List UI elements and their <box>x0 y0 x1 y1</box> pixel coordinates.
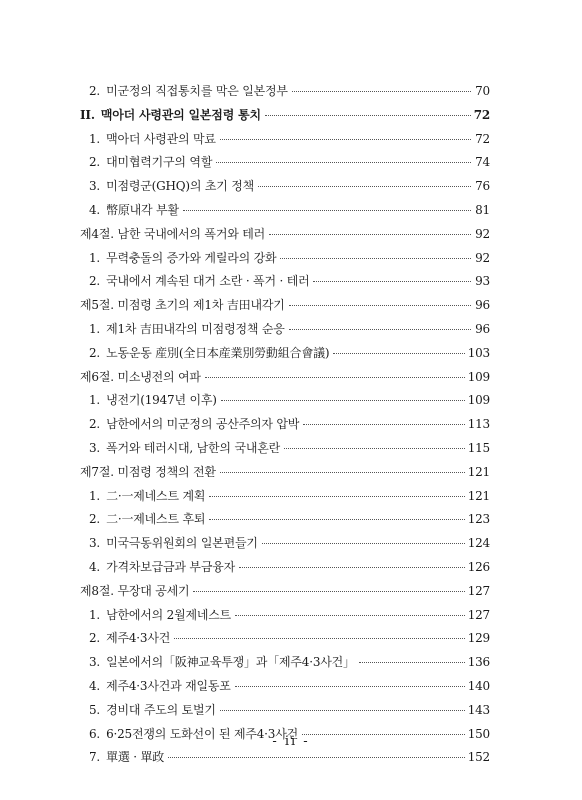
toc-entry-title: 폭거와 테러시대, 남한의 국내혼란 <box>106 440 281 455</box>
dot-leader <box>292 91 471 92</box>
dot-leader <box>221 400 465 401</box>
toc-entry-title: 제7절. 미점령 정책의 전환 <box>80 464 216 479</box>
toc-entry-number: 4. <box>89 202 101 217</box>
toc-item-row <box>80 391 490 415</box>
toc-page-number: 129 <box>467 631 490 646</box>
toc-entry-number: 2. <box>89 417 101 432</box>
toc-entry-title: 남한에서의 미군정의 공산주의자 압박 <box>106 417 300 432</box>
dot-leader <box>269 234 471 235</box>
toc-page-number: 93 <box>475 274 490 289</box>
toc-entry-number: 5. <box>89 702 101 717</box>
dot-leader <box>174 638 465 639</box>
toc-entry-title: 국내에서 계속된 대거 소란 · 폭거 · 테러 <box>106 274 310 289</box>
dot-leader <box>289 305 471 306</box>
toc-entry-title: 제1차 吉田내각의 미점령정책 순응 <box>106 321 285 336</box>
toc-page-number: 70 <box>475 84 490 98</box>
toc-entry-title: 제5절. 미점령 초기의 제1차 吉田내각기 <box>80 298 285 313</box>
toc-item-row <box>80 748 490 772</box>
toc-item-row <box>80 558 490 582</box>
toc-item-row <box>80 177 490 201</box>
toc-page-number: 109 <box>467 393 490 408</box>
dot-leader <box>183 210 471 211</box>
toc-page-number: 136 <box>467 655 490 670</box>
toc-entry-title: 幣原내각 부활 <box>106 202 179 217</box>
toc-page-number: 72 <box>475 131 490 146</box>
dot-leader <box>359 662 465 663</box>
toc-entry-number: 2. <box>89 274 101 289</box>
dot-leader <box>235 686 465 687</box>
toc-page-number: 103 <box>467 345 490 360</box>
toc-page-number: 96 <box>475 321 490 336</box>
toc-entry-number: 4. <box>89 559 101 574</box>
toc-item-row <box>80 534 490 558</box>
toc-page-number: 76 <box>475 179 490 194</box>
dot-leader <box>209 496 464 497</box>
toc-chapter-row <box>80 463 490 487</box>
toc-entry-title: 제4절. 남한 국내에서의 폭거와 테러 <box>80 226 265 241</box>
dot-leader <box>239 567 465 568</box>
toc-entry-title: 單選 · 單政 <box>106 750 165 765</box>
toc-item-row <box>80 653 490 677</box>
toc-item-row <box>80 320 490 344</box>
toc-entry-number: 3. <box>89 179 101 194</box>
toc-entry-title: 일본에서의「阪神교육투쟁」과「제주4·3사건」 <box>106 655 355 670</box>
toc-entry-number: 2. <box>89 155 101 170</box>
toc-entry-title: 6·25전쟁의 도화선이 된 제주4·3사건 <box>106 726 299 741</box>
toc-item-row <box>80 130 490 154</box>
toc-item-row <box>80 153 490 177</box>
toc-entry-title: 미국극동위원회의 일본편들기 <box>106 536 258 551</box>
toc-item-row <box>80 701 490 725</box>
toc-page-number: 92 <box>475 250 490 265</box>
dot-leader <box>262 543 465 544</box>
page-number-footer: - ii - <box>272 734 310 749</box>
toc-entry-title: 제주4·3사건과 재일동포 <box>106 678 231 693</box>
toc-chapter-row <box>80 582 490 606</box>
toc-entry-number: 1. <box>89 393 101 408</box>
toc-page-number: 152 <box>467 750 490 765</box>
toc-item-row <box>80 201 490 225</box>
toc-entry-number: 1. <box>89 321 101 336</box>
toc-item-row <box>80 677 490 701</box>
dot-leader <box>284 448 465 449</box>
toc-page-number: 74 <box>475 155 490 170</box>
toc-chapter-row <box>80 296 490 320</box>
toc-entry-title: 미군정의 직접통치를 막은 일본정부 <box>106 84 288 98</box>
dot-leader <box>220 139 471 140</box>
toc-entry-number: 2. <box>89 631 101 646</box>
toc-section-row <box>80 106 490 130</box>
toc-page-number: 150 <box>467 726 490 741</box>
toc-item-row <box>80 272 490 296</box>
dot-leader <box>280 258 471 259</box>
dot-leader <box>258 186 471 187</box>
dot-leader <box>235 615 465 616</box>
toc-entry-title: 맥아더 사령관의 막료 <box>106 131 216 146</box>
toc-entry-number: 6. <box>89 726 101 741</box>
toc-entry-number: 1. <box>89 250 101 265</box>
toc-page-number: 96 <box>475 298 490 313</box>
toc-entry-title: 제주4·3사건 <box>106 631 171 646</box>
toc-page-number: 121 <box>467 488 490 503</box>
toc-page-number: 109 <box>467 369 490 384</box>
table-of-contents <box>80 82 490 772</box>
toc-item-row <box>80 249 490 273</box>
toc-page-number: 115 <box>467 440 490 455</box>
dot-leader <box>220 472 465 473</box>
toc-entry-number: 1. <box>89 131 101 146</box>
toc-item-row <box>80 439 490 463</box>
toc-entry-number: 3. <box>89 655 101 670</box>
toc-entry-number: II. <box>80 107 95 122</box>
toc-entry-title: 냉전기(1947년 이후) <box>106 393 217 408</box>
toc-page-number: 143 <box>467 702 490 717</box>
dot-leader <box>209 519 464 520</box>
dot-leader <box>216 162 471 163</box>
toc-page-number: 123 <box>467 512 490 527</box>
toc-entry-number: 2. <box>89 512 101 527</box>
dot-leader <box>333 353 464 354</box>
toc-page-number: 92 <box>475 226 490 241</box>
toc-entry-title: 대미협력기구의 역할 <box>106 155 213 170</box>
toc-entry-title: 제8절. 무장대 공세기 <box>80 583 190 598</box>
toc-item-row <box>80 415 490 439</box>
toc-chapter-row <box>80 368 490 392</box>
toc-entry-title: 경비대 주도의 토벌기 <box>106 702 216 717</box>
toc-entry-number: 3. <box>89 440 101 455</box>
toc-item-row <box>80 82 490 106</box>
toc-page-number: 126 <box>467 559 490 574</box>
toc-item-row <box>80 606 490 630</box>
toc-entry-number: 2. <box>89 84 101 98</box>
toc-entry-number: 1. <box>89 607 101 622</box>
toc-item-row <box>80 487 490 511</box>
dot-leader <box>205 377 465 378</box>
dot-leader <box>168 757 465 758</box>
toc-entry-title: 二·一제네스트 계획 <box>106 488 206 503</box>
toc-entry-title: 제6절. 미소냉전의 여파 <box>80 369 201 384</box>
toc-chapter-row <box>80 225 490 249</box>
dot-leader <box>220 710 465 711</box>
toc-entry-title: 남한에서의 2월제네스트 <box>106 607 232 622</box>
toc-item-row <box>80 344 490 368</box>
toc-page-number: 121 <box>467 464 490 479</box>
toc-page-number: 127 <box>467 583 490 598</box>
toc-entry-title: 二·一제네스트 후퇴 <box>106 512 206 527</box>
dot-leader <box>303 424 465 425</box>
toc-entry-title: 맥아더 사령관의 일본점령 통치 <box>100 107 261 122</box>
toc-entry-title: 노동운동 産別(全日本産業別勞動組合會議) <box>106 345 330 360</box>
toc-page-number: 140 <box>467 678 490 693</box>
dot-leader <box>265 115 471 116</box>
toc-entry-title: 미점령군(GHQ)의 초기 정책 <box>106 179 255 194</box>
toc-entry-number: 1. <box>89 488 101 503</box>
dot-leader <box>193 591 464 592</box>
dot-leader <box>289 329 471 330</box>
toc-entry-title: 무력충돌의 증가와 게릴라의 강화 <box>106 250 277 265</box>
toc-entry-number: 2. <box>89 345 101 360</box>
toc-item-row <box>80 629 490 653</box>
toc-entry-title: 가격차보급금과 부금융자 <box>106 559 235 574</box>
toc-page-number: 81 <box>475 202 490 217</box>
toc-item-row <box>80 510 490 534</box>
toc-entry-number: 3. <box>89 536 101 551</box>
dot-leader <box>313 281 471 282</box>
toc-page-number: 113 <box>467 417 490 432</box>
toc-page-number: 124 <box>467 536 490 551</box>
toc-page-number: 127 <box>467 607 490 622</box>
toc-page-number: 72 <box>473 107 490 122</box>
toc-entry-number: 4. <box>89 678 101 693</box>
toc-entry-number: 7. <box>89 750 101 765</box>
